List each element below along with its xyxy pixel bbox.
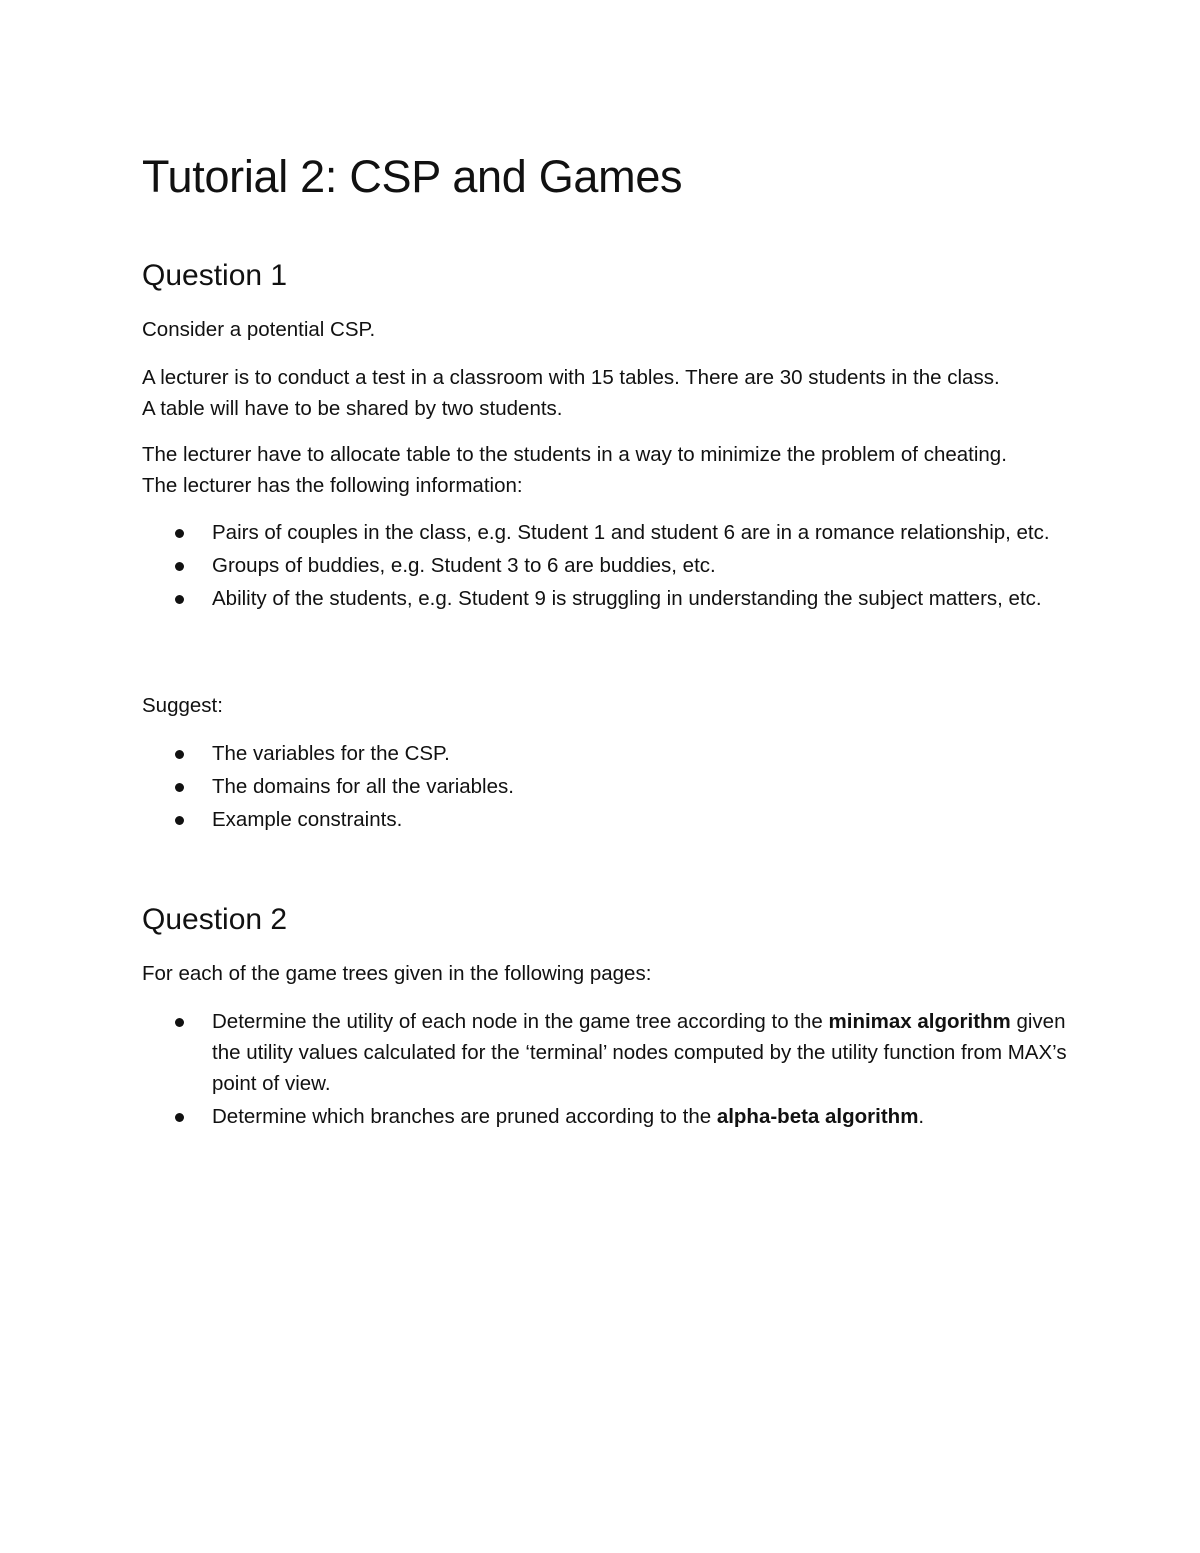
- bullet-icon: [175, 595, 184, 604]
- bullet-icon: [175, 529, 184, 538]
- question-2-body: [142, 958, 1082, 989]
- list-item-text: Example constraints.: [212, 808, 403, 831]
- q1-para1-line1: A lecturer is to conduct a test in a classroom with 15 tables. There are 30 students in the class.: [142, 366, 1000, 389]
- q2-item1-bold: minimax algorithm: [828, 1010, 1011, 1033]
- list-item: [142, 550, 1082, 581]
- q2-item2-bold: alpha-beta algorithm: [716, 1105, 919, 1128]
- bullet-icon: [175, 562, 184, 571]
- q1-suggest-list: [142, 738, 1082, 837]
- q1-intro: Consider a potential CSP.: [142, 318, 376, 341]
- list-item: [142, 804, 1082, 835]
- list-item: [142, 1101, 1082, 1132]
- q2-list: [142, 1006, 1082, 1134]
- q1-para1-line2: A table will have to be shared by two students.: [142, 397, 563, 420]
- q1-para2-line2: The lecturer has the following information:: [142, 474, 523, 497]
- q1-para2-line1: The lecturer have to allocate table to the students in a way to minimize the problem of cheating.: [142, 443, 1007, 466]
- q1-suggest: [142, 690, 1082, 721]
- question-1-heading: Question 1: [142, 259, 288, 292]
- list-item: [142, 583, 1082, 614]
- question-1-section: [142, 256, 1082, 296]
- list-item-text: Groups of buddies, e.g. Student 3 to 6 are buddies, etc.: [212, 554, 716, 577]
- list-item-text: Ability of the students, e.g. Student 9 is struggling in understanding the subject matters, etc.: [212, 587, 1042, 610]
- question-2-heading: Question 2: [142, 903, 288, 936]
- list-item: [142, 771, 1082, 802]
- q1-suggest-label: Suggest:: [142, 694, 223, 717]
- list-item-text: The variables for the CSP.: [212, 742, 450, 765]
- list-item: [142, 517, 1082, 548]
- bullet-icon: [175, 783, 184, 792]
- bullet-icon: [175, 1113, 184, 1122]
- bullet-icon: [175, 1018, 184, 1027]
- list-item-text: The domains for all the variables.: [212, 775, 514, 798]
- question-1-body: [142, 314, 1082, 345]
- q2-item1-post: given the utility values calculated for the ‘terminal’ nodes computed by the utility function from MAX’s point of view.: [212, 1010, 1067, 1095]
- bullet-icon: [175, 816, 184, 825]
- question-2-section: [142, 900, 1082, 940]
- q2-item2-post: .: [918, 1105, 925, 1128]
- q2-item1-pre: Determine the utility of each node in the game tree according to the: [212, 1010, 829, 1033]
- list-item: [142, 1006, 1082, 1099]
- list-item: [142, 738, 1082, 769]
- bullet-icon: [175, 750, 184, 759]
- page-title: Tutorial 2: CSP and Games: [142, 151, 683, 202]
- q1-paragraph-2: [142, 439, 1082, 501]
- q1-paragraph-1: [142, 362, 1082, 424]
- list-item-text: Pairs of couples in the class, e.g. Student 1 and student 6 are in a romance relationship, etc.: [212, 521, 1050, 544]
- q2-item2-pre: Determine which branches are pruned according to the: [212, 1105, 717, 1128]
- q2-intro: For each of the game trees given in the following pages:: [142, 962, 652, 985]
- q1-info-list: [142, 517, 1082, 616]
